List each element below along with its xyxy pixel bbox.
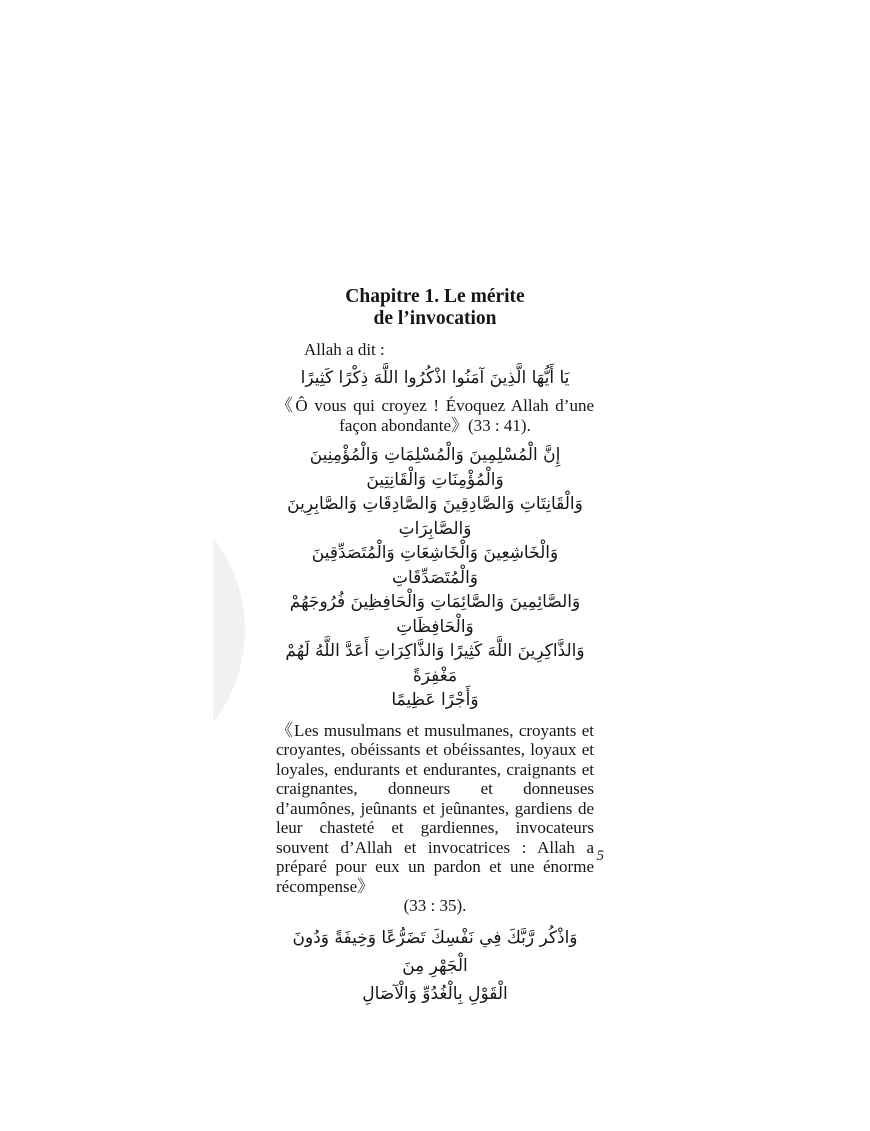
chapter-title: [276, 286, 594, 330]
page-number: 5: [596, 848, 604, 864]
arabic-verse-line: وَأَجْرًا عَظِيمًا: [391, 690, 479, 710]
page-content: [276, 286, 594, 1008]
arabic-verse-33-41: يَا أَيُّهَا الَّذِينَ آمَنُوا اذْكُرُوا اللَّهَ ذِكْرًا كَثِيرًا: [300, 368, 570, 388]
page-curl-artifact: [213, 534, 245, 726]
translation-33-35: 《Les musulmans et musulmanes, croyants et croyantes, obéissants et obéissantes, loyaux et loyales, endurants et endurantes, craignants et craignantes, donneurs et donneuses d’aumônes, jeûnants et jeûnantes, gardiens de leur chasteté et gardiennes, invocateurs souvent d’Allah et invocatrices : Allah a préparé pour eux un pardon et une énorme récompense》: [276, 720, 594, 896]
arabic-verse-line: وَالْخَاشِعِينَ وَالْخَاشِعَاتِ وَالْمُتَصَدِّقِينَ وَالْمُتَصَدِّقَاتِ: [311, 543, 559, 588]
arabic-verse-line: وَاذْكُر رَّبَّكَ فِي نَفْسِكَ تَضَرُّعًا وَخِيفَةً وَدُونَ الْجَهْرِ مِنَ: [292, 927, 578, 976]
chapter-title-line-2: de l’invocation: [373, 308, 497, 329]
arabic-verse-7-205: [276, 924, 594, 1008]
arabic-verse-line: وَالصَّائِمِينَ وَالصَّائِمَاتِ وَالْحَافِظِينَ فُرُوجَهُمْ وَالْحَافِظَاتِ: [289, 592, 581, 637]
arabic-verse-line: إِنَّ الْمُسْلِمِينَ وَالْمُسْلِمَاتِ وَالْمُؤْمِنِينَ وَالْمُؤْمِنَاتِ وَالْقَانِتِينَ: [309, 445, 561, 490]
translation-33-41: 《Ô vous qui croyez ! Évoquez Allah d’une façon abondante》(33 : 41).: [276, 396, 594, 435]
arabic-verse-line: الْقَوْلِ بِالْغُدُوِّ وَالْآصَالِ: [362, 983, 508, 1004]
chapter-title-line-1: Chapitre 1. Le mérite: [345, 286, 525, 307]
arabic-verse-33-35: [276, 443, 594, 713]
intro-line: Allah a dit :: [304, 340, 385, 359]
verse-reference-33-35: (33 : 35).: [403, 896, 467, 915]
arabic-verse-line: وَالذَّاكِرِينَ اللَّهَ كَثِيرًا وَالذَّاكِرَاتِ أَعَدَّ اللَّهُ لَهُمْ مَغْفِرَةً: [285, 641, 585, 686]
arabic-verse-line: وَالْقَانِتَاتِ وَالصَّادِقِينَ وَالصَّادِقَاتِ وَالصَّابِرِينَ وَالصَّابِرَاتِ: [287, 494, 583, 539]
